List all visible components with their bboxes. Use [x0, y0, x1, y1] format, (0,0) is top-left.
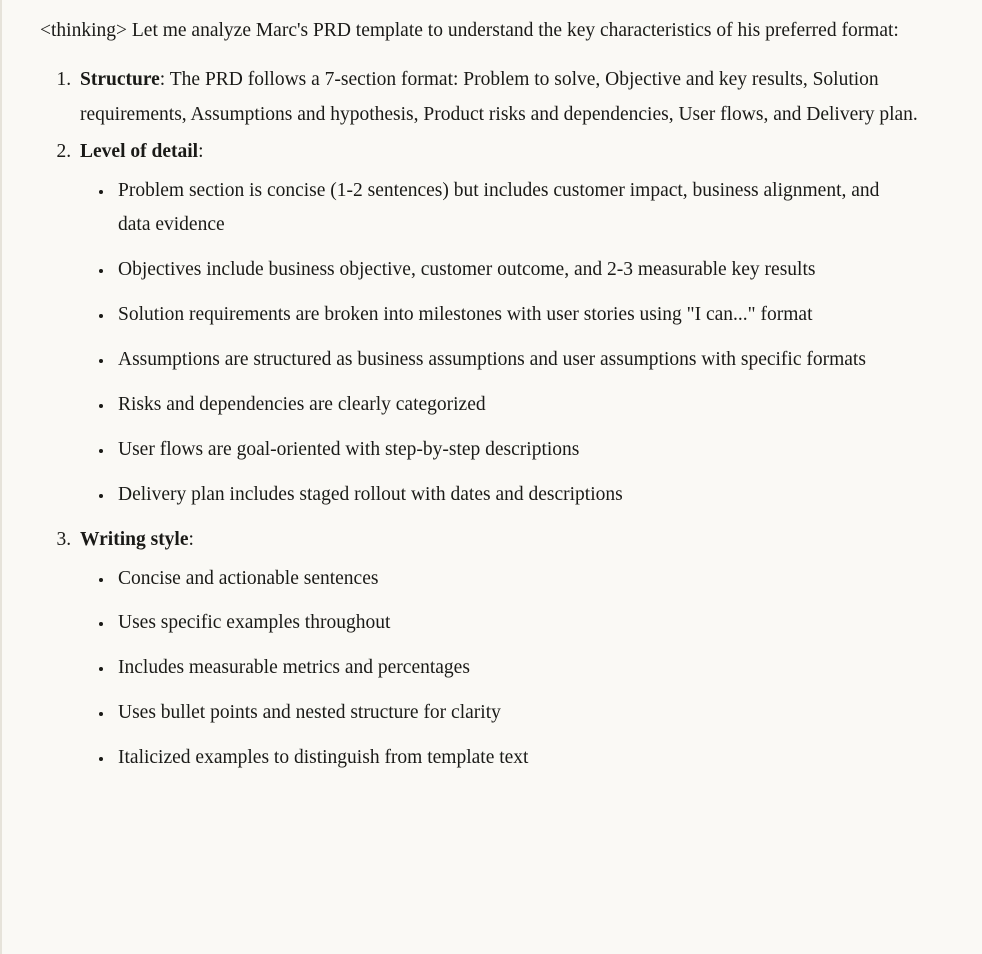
list-item-content: [80, 523, 956, 558]
list-item-label: Writing style: [80, 528, 189, 550]
list-item: • Uses specific examples throughout: [114, 606, 956, 641]
list-item-label: Level of detail: [80, 140, 199, 162]
list-item: • Problem section is concise (1-2 sentences) but includes customer impact, business alignment, and data evidence: [114, 174, 956, 244]
list-item-content: [80, 135, 956, 170]
list-item-separator: :: [188, 528, 194, 550]
list-item: • Delivery plan includes staged rollout with dates and descriptions: [114, 478, 956, 513]
list-item-level-of-detail: [76, 135, 956, 513]
list-item: • Risks and dependencies are clearly categorized: [114, 388, 956, 423]
list-item: • Uses bullet points and nested structure for clarity: [114, 696, 956, 731]
sub-list-level-of-detail: [80, 174, 956, 513]
list-item-separator: :: [198, 140, 204, 162]
list-item-separator: :: [159, 68, 170, 90]
list-item: • Includes measurable metrics and percentages: [114, 651, 956, 686]
list-item-text: The PRD follows a 7-section format: Problem to solve, Objective and key results, Solution requirements, Assumptions and hypothesis, Product risks and dependencies, User flows, and Delivery plan.: [80, 68, 918, 125]
list-item-writing-style: [76, 523, 956, 776]
left-margin-rule: [0, 0, 2, 954]
list-item: • Italicized examples to distinguish from template text: [114, 741, 956, 776]
analysis-list: [40, 63, 956, 776]
list-item: • Objectives include business objective, customer outcome, and 2-3 measurable key results: [114, 253, 956, 288]
list-item: • Assumptions are structured as business assumptions and user assumptions with specific formats: [114, 343, 956, 378]
list-item-label: Structure: [80, 68, 160, 90]
list-item: • Solution requirements are broken into milestones with user stories using "I can..." format: [114, 298, 956, 333]
list-item: • User flows are goal-oriented with step-by-step descriptions: [114, 433, 956, 468]
sub-list-writing-style: [80, 562, 956, 776]
list-item-structure: [76, 63, 956, 133]
list-item: • Concise and actionable sentences: [114, 562, 956, 597]
intro-paragraph: [40, 14, 956, 49]
thinking-tag: <thinking>: [40, 20, 127, 41]
list-item-content: [80, 63, 956, 133]
intro-text: Let me analyze Marc's PRD template to understand the key characteristics of his preferred format:: [127, 20, 899, 41]
